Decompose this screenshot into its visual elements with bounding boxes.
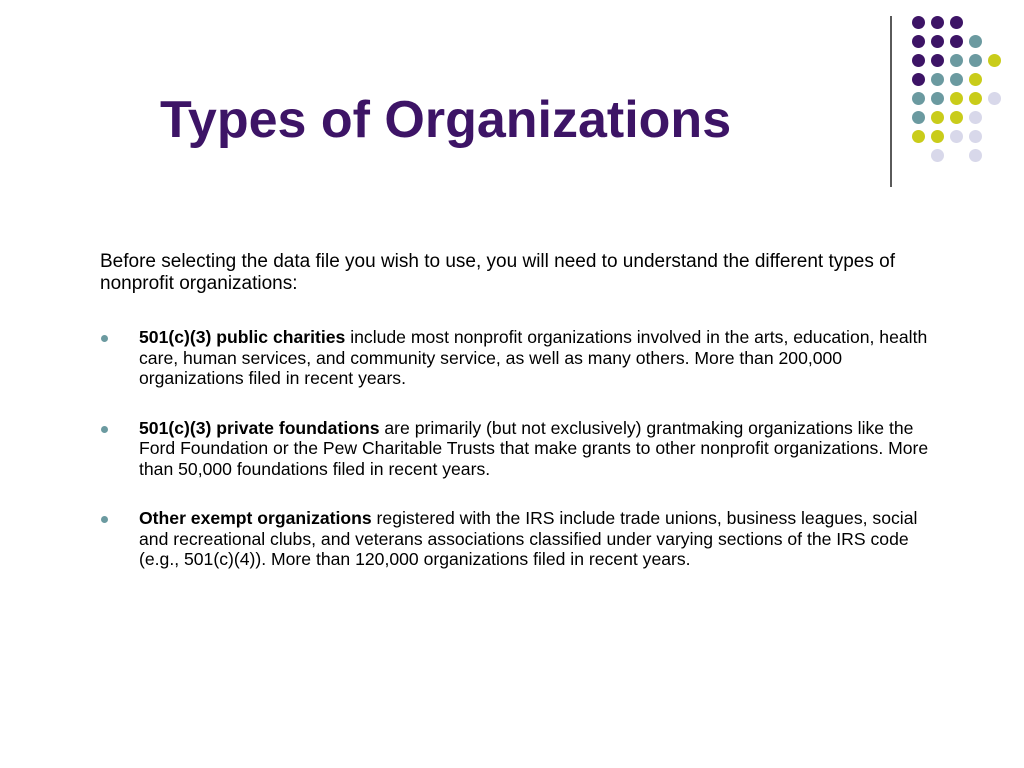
decor-dot [950, 54, 963, 67]
decor-dot [912, 92, 925, 105]
decor-dot [931, 149, 944, 162]
intro-paragraph: Before selecting the data file you wish to use, you will need to understand the different types of nonprofit organizations: [100, 251, 895, 294]
bullet-item-other-exempt [100, 508, 950, 570]
bullet-lead: 501(c)(3) private foundations [139, 417, 380, 438]
decor-dot [969, 111, 982, 124]
bullet-item-public-charities [100, 327, 950, 389]
decor-dot [950, 73, 963, 86]
decor-dot [931, 92, 944, 105]
decor-dot [969, 35, 982, 48]
bullet-text: include most nonprofit organizations involved in the arts, education, health care, human services, and community service, as well as many others. More than 200,000 organizations filed in recent years. [139, 327, 928, 388]
decor-dot [969, 130, 982, 143]
bullet-dot-icon [101, 516, 108, 523]
decor-dot [931, 35, 944, 48]
decor-dot [912, 16, 925, 29]
decor-dot [969, 92, 982, 105]
decor-dot [931, 111, 944, 124]
decor-dot [969, 73, 982, 86]
bullet-lead: 501(c)(3) public charities [139, 327, 346, 347]
decor-dot [931, 73, 944, 86]
decor-dot [988, 54, 1001, 67]
decor-dot [931, 16, 944, 29]
decor-dot [912, 54, 925, 67]
bullet-text: registered with the IRS include trade unions, business leagues, social and recreational clubs, and veterans associations classified under varying sections of the IRS code (e.g., 501(c)(4)). More than 120,000 organizations filed in recent years. [139, 508, 918, 569]
bullet-text: are primarily (but not exclusively) grantmaking organizations like the Ford Foundation or the Pew Charitable Trusts that make grants to other nonprofit organizations. More than 50,000 foundations filed in recent years. [139, 417, 929, 479]
decor-dot [988, 92, 1001, 105]
bullet-dot-icon [101, 335, 108, 342]
decor-dot [912, 111, 925, 124]
slide-title: Types of Organizations [160, 91, 732, 149]
decor-dot [950, 92, 963, 105]
bullet-dot-icon [101, 426, 108, 433]
decor-dot [969, 149, 982, 162]
decor-dot [931, 54, 944, 67]
decor-dot [912, 73, 925, 86]
decor-dot [950, 16, 963, 29]
decor-dot [912, 130, 925, 143]
decor-dot [969, 54, 982, 67]
decor-dot [950, 111, 963, 124]
vertical-divider [890, 16, 892, 187]
bullet-list [100, 327, 950, 599]
decor-dot [950, 35, 963, 48]
decor-dot [950, 130, 963, 143]
decor-dot [931, 130, 944, 143]
bullet-item-private-foundations [100, 418, 950, 480]
bullet-lead: Other exempt organizations [139, 508, 372, 528]
decor-dot [912, 35, 925, 48]
